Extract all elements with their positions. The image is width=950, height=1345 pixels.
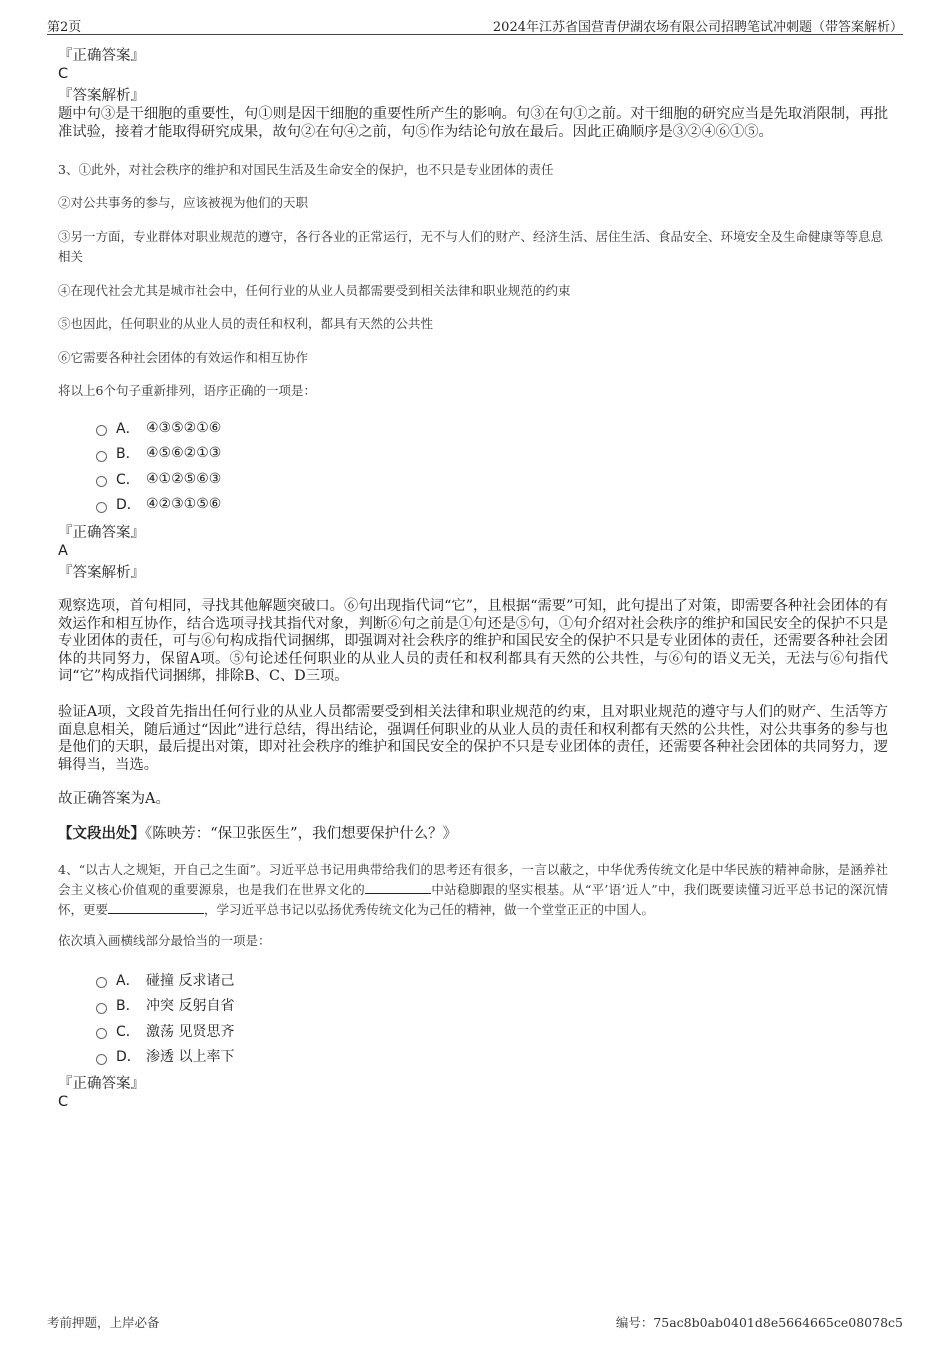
- q3-sentence-5: ⑤也因此，任何职业的从业人员的责任和权利，都具有天然的公共性: [58, 316, 434, 331]
- q3-conclusion: 故正确答案为A。: [58, 791, 170, 807]
- radio-icon[interactable]: [96, 476, 107, 487]
- q3-source-text: 《陈映芳：“保卫张医生”，我们想要保护什么？》: [145, 826, 458, 842]
- q4-answer: C: [58, 1094, 69, 1110]
- radio-icon[interactable]: [96, 977, 107, 988]
- q3-sentence-4: ④在现代社会尤其是城市社会中，任何行业的从业人员都需要受到相关法律和职业规范的约束: [58, 283, 571, 298]
- radio-icon[interactable]: [96, 1003, 107, 1014]
- q4-stem: 4、“以古人之规矩，开自己之生面”。习近平总书记用典带给我们的思考还有很多，一言以蔽之，中华优秀传统文化是中华民族的精神命脉，是涵养社会主义核心价值观的重要源泉，也是我们在世界文化的 中站稳脚跟的坚实根基。从“平’语’近人”中，我们既要读懂习近平总书记的深沉情怀，更要 ，学习近平总书记以弘扬优秀传统文化为己任的精神，做一个堂堂正正的中国人。: [58, 862, 888, 917]
- q2-analysis-label: 『答案解析』: [58, 88, 145, 104]
- q3-analysis-paragraph-1: 观察选项，首句相同，寻找其他解题突破口。⑥句出现指代词“它”，且根据“需要”可知，此句提出了对策，即需要各种社会团体的有效运作和相互协作，结合选项寻找其指代对象，判断⑥句之前是①句还是⑤句，①句介绍对社会秩序的维护和国民安全的保护不只是专业团体的责任，可与⑥句构成指代词捆绑，即强调对社会秩序的维护和国民安全的保护不只是专业团体的责任，还需要各种社会团体的共同努力，保留A项。⑤句论述任何职业的从业人员的责任和权利都具有天然的公共性，与⑥句的语义无关，无法与⑥句指代词“它”构成指代词捆绑，排除B、C、D三项。: [58, 598, 888, 684]
- q4-answer-label: 『正确答案』: [58, 1076, 145, 1092]
- q3-answer-label: 『正确答案』: [58, 525, 145, 541]
- radio-icon[interactable]: [96, 425, 107, 436]
- radio-icon[interactable]: [96, 451, 107, 462]
- q3-analysis-label: 『答案解析』: [58, 565, 145, 581]
- q4-prompt: 依次填入画横线部分最恰当的一项是：: [58, 933, 271, 948]
- footer-slogan: 考前押题，上岸必备: [47, 1315, 160, 1330]
- radio-icon[interactable]: [96, 1054, 107, 1065]
- radio-icon[interactable]: [96, 1028, 107, 1039]
- q2-analysis: 题中句③是干细胞的重要性，句①则是因干细胞的重要性所产生的影响。句③在句①之前。对干细胞的研究应当是先取消限制，再批准试验，接着才能取得研究成果，故句②在句④之前，句⑤作为结论句放在最后。因此正确顺序是③②④⑥①⑤。: [58, 106, 888, 140]
- q4-blank-2[interactable]: [108, 901, 204, 914]
- q4-option-b[interactable]: B． 冲突 反躬自省: [96, 993, 234, 1019]
- q3-prompt: 将以上6个句子重新排列，语序正确的一项是：: [58, 383, 316, 398]
- q4-blank-1[interactable]: [365, 881, 431, 894]
- q3-source-label: 【文段出处】: [58, 825, 145, 842]
- q3-option-a[interactable]: A． ④③⑤②①⑥: [96, 415, 221, 441]
- radio-icon[interactable]: [96, 502, 107, 513]
- q3-options: [96, 415, 221, 517]
- q2-answer-label: 『正确答案』: [58, 48, 145, 64]
- q3-option-b[interactable]: B． ④⑤⑥②①③: [96, 441, 221, 467]
- page-footer: [47, 1313, 903, 1333]
- document-title: 2024年江苏省国营青伊湖农场有限公司招聘笔试冲刺题（带答案解析）: [492, 20, 903, 35]
- page-number: 第2页: [47, 20, 82, 35]
- q3-option-d[interactable]: D． ④②③①⑤⑥: [96, 492, 221, 518]
- document-code: 编号：75ac8b0ab0401d8e5664665ce08078c5: [615, 1315, 903, 1330]
- q3-option-c[interactable]: C． ④①②⑤⑥③: [96, 466, 221, 492]
- q3-sentence-1: 3、①此外，对社会秩序的维护和对国民生活及生命安全的保护，也不只是专业团体的责任: [58, 162, 554, 177]
- q3-sentence-3: ③另一方面，专业群体对职业规范的遵守，各行各业的正常运行，无不与人们的财产、经济生活、居住生活、食品安全、环境安全及生命健康等等息息相关: [58, 229, 884, 264]
- q3-analysis-paragraph-2: 验证A项，文段首先指出任何行业的从业人员都需要受到相关法律和职业规范的约束，且对职业规范的遵守与人们的财产、生活等方面息息相关，随后通过“因此”进行总结，得出结论，强调任何职业的从业人员的责任和权利都有天然的公共性，对公共事务的参与也是他们的天职，最后提出对策，即对社会秩序的维护和国民安全的保护不只是专业团体的责任，还需要各种社会团体的共同努力，逻辑得当，当选。: [58, 704, 888, 773]
- q3-source: [58, 825, 888, 843]
- q2-answer: C: [58, 66, 69, 82]
- q3-sentence-2: ②对公共事务的参与，应该被视为他们的天职: [58, 195, 309, 210]
- q4-option-d[interactable]: D． 渗透 以上率下: [96, 1044, 234, 1070]
- q3-sentence-6: ⑥它需要各种社会团体的有效运作和相互协作: [58, 350, 309, 365]
- q4-options: [96, 967, 234, 1069]
- page-header: [47, 14, 903, 35]
- q3-answer: A: [58, 543, 68, 559]
- q4-option-c[interactable]: C． 激荡 见贤思齐: [96, 1018, 234, 1044]
- q4-option-a[interactable]: A． 碰撞 反求诸己: [96, 967, 234, 993]
